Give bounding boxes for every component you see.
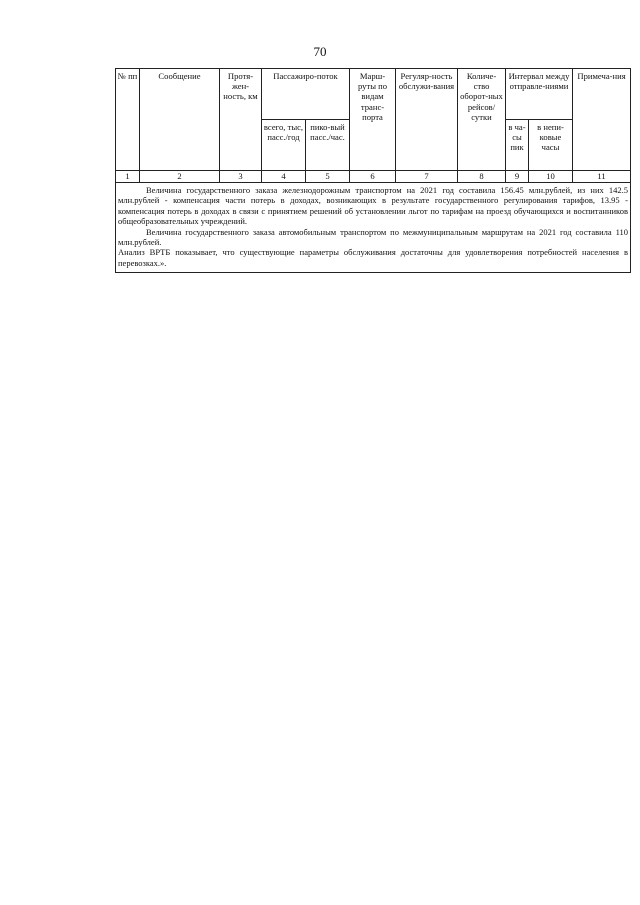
column-number-row [116, 171, 631, 183]
header-row-top [116, 69, 631, 120]
header-number: № пп [116, 69, 140, 171]
header-offpeak-hours: в непи-ковые часы [529, 120, 573, 171]
column-number: 10 [529, 171, 573, 183]
text-row [116, 183, 631, 273]
transport-parameters-table [115, 68, 631, 273]
column-number: 9 [506, 171, 529, 183]
column-number: 2 [140, 171, 220, 183]
header-trip-count: Количе-ство оборот-ных рейсов/сутки [458, 69, 506, 171]
header-peak-passengers: пико-вый пасс./час. [306, 120, 350, 171]
column-number: 5 [306, 171, 350, 183]
table-text-block [116, 183, 631, 273]
column-number: 3 [220, 171, 262, 183]
paragraph-railway-order: Величина государственного заказа железнодорожным транспортом на 2021 год составила 156.45 млн.рублей, из них 142.5 млн.рублей - компенсация части потерь в доходах, возникающих в результате государственного регулирования тарифов, 13.95 - компенсация потерь в доходах в связи с принятием решений об установлении льгот по тарифам на проезд обучающихся и воспитанников общеобразовательных учреждений. [118, 185, 629, 227]
header-interval: Интервал между отправле-ниями [506, 69, 573, 120]
paragraph-analysis: Анализ ВРТБ показывает, что существующие параметры обслуживания достаточны для удовлетворения потребностей населения в перевозках.». [118, 247, 629, 268]
header-routes: Марш-руты по видам транс-порта [350, 69, 396, 171]
page-number: 70 [313, 44, 327, 59]
header-regularity: Регуляр-ность обслужи-вания [396, 69, 458, 171]
column-number: 4 [262, 171, 306, 183]
paragraph-road-order: Величина государственного заказа автомобильным транспортом по межмуниципальным маршрутам на 2021 год составила 110 млн.рублей. [118, 226, 629, 248]
header-passenger-flow: Пассажиро-поток [262, 69, 350, 120]
header-total-passengers: всего, тыс, пасс./год [262, 120, 306, 171]
column-number: 11 [573, 171, 631, 183]
header-notes: Примеча-ния [573, 69, 631, 171]
column-number: 6 [350, 171, 396, 183]
column-number: 8 [458, 171, 506, 183]
header-peak-hours: в ча-сы пик [506, 120, 529, 171]
column-number: 7 [396, 171, 458, 183]
column-number: 1 [116, 171, 140, 183]
header-message: Сообщение [140, 69, 220, 171]
header-length: Протя-жен-ность, км [220, 69, 262, 171]
